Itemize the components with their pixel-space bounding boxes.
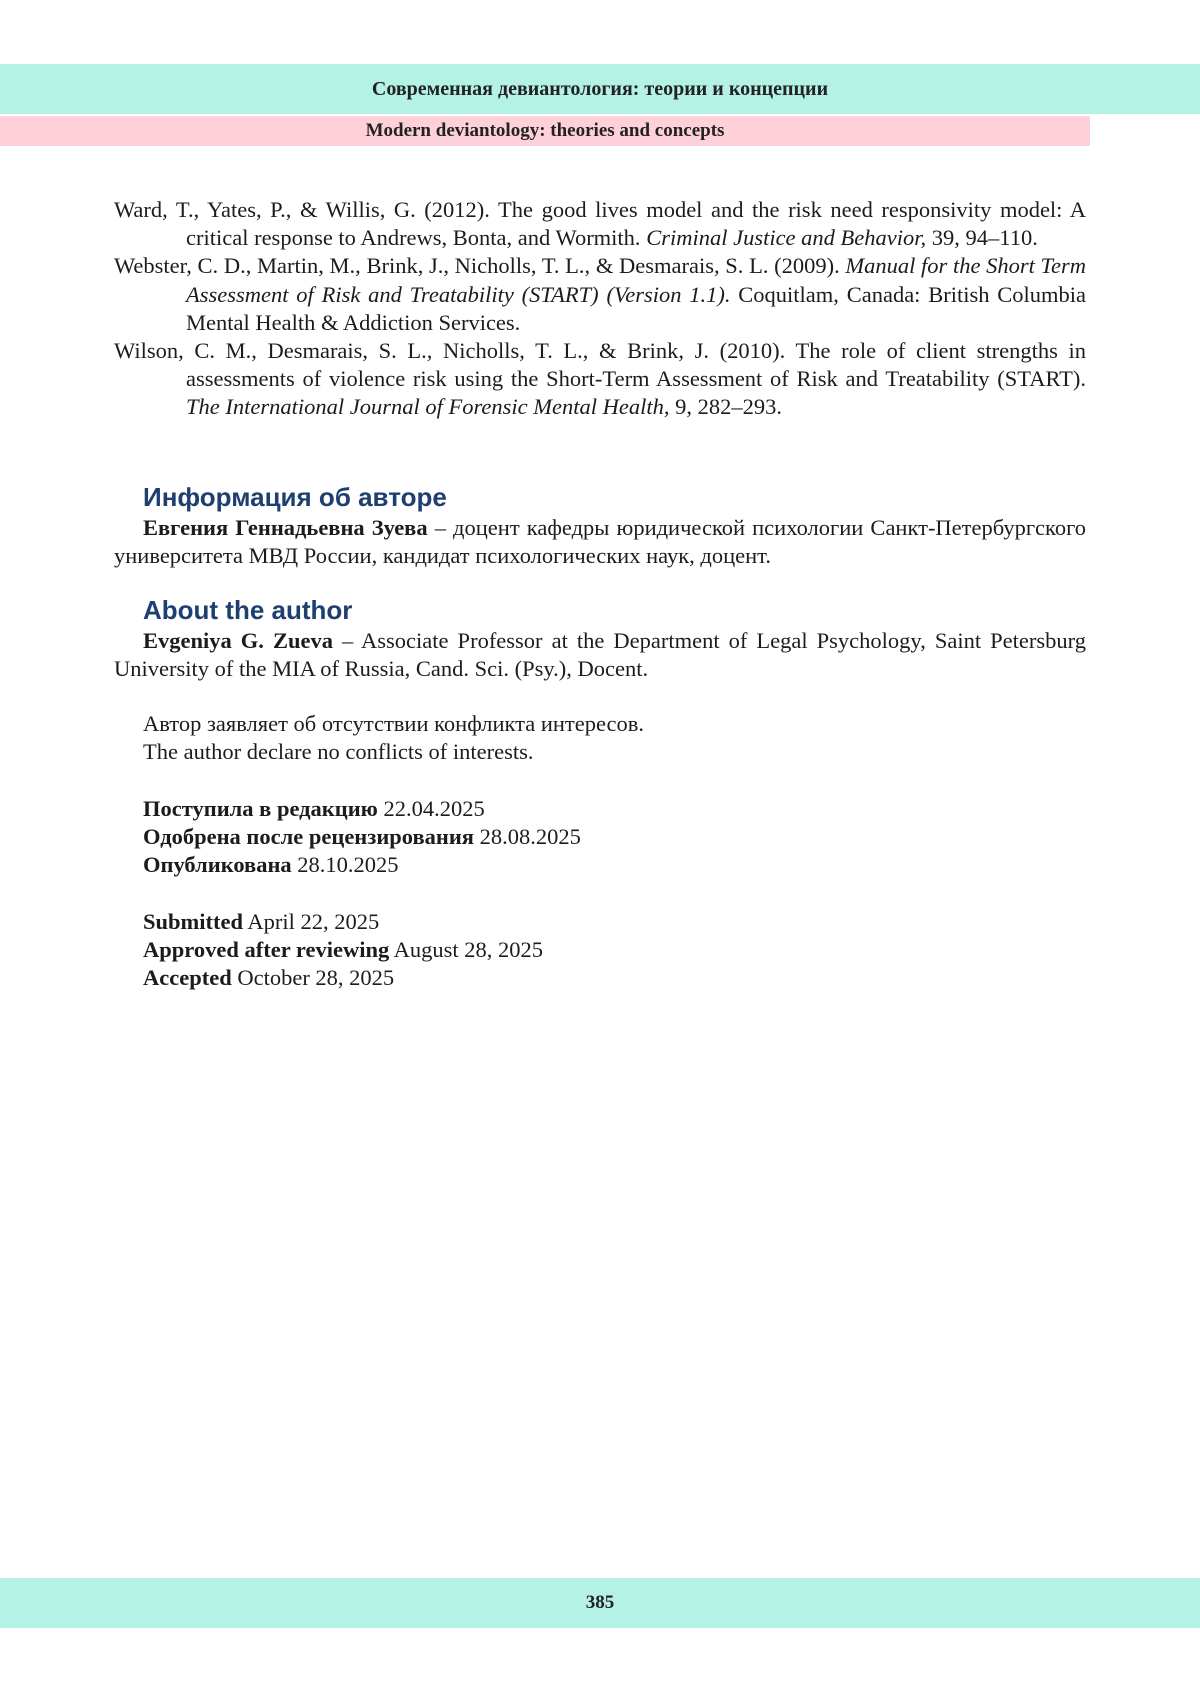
journal-section-title-en: Modern deviantology: theories and concepts [365,120,725,141]
running-header-ru [0,64,1200,114]
date-line: Одобрена после рецензирования 28.08.2025 [143,824,581,850]
dates-ru [143,795,581,880]
author-info-ru: Евгения Геннадьевна Зуева – доцент кафедры юридической психологии Санкт-Петербургского университета МВД России, кандидат психологических наук, доцент. [114,515,1086,569]
conflict-en: The author declare no conflicts of interests. [143,739,534,765]
reference-list [114,196,1086,422]
author-name-en: Evgeniya G. Zueva [143,628,333,653]
page-number: 385 [585,1592,615,1613]
reference-item: Webster, C. D., Martin, M., Brink, J., Nicholls, T. L., & Desmarais, S. L. (2009). Manual for the Short Term Assessment of Risk and Treatability (START) (Version 1.1). Coquitlam, Canada: British Columbia Mental Health & Addiction Services. [114,253,1087,335]
date-line: Опубликована 28.10.2025 [143,852,399,878]
author-info-heading-ru: Информация об авторе [143,482,447,512]
date-line: Поступила в редакцию 22.04.2025 [143,796,485,821]
reference-item: Wilson, C. M., Desmarais, S. L., Nicholls, T. L., & Brink, J. (2010). The role of client strengths in assessments of violence risk using the Short-Term Assessment of Risk and Treatability (START). The International Journal of Forensic Mental Health, 9, 282–293. [114,338,1086,420]
author-name-ru: Евгения Геннадьевна Зуева [143,515,428,540]
conflict-statement [143,710,644,766]
author-info-en: Evgeniya G. Zueva – Associate Professor at the Department of Legal Psychology, Saint Petersburg University of the MIA of Russia, Cand. Sci. (Psy.), Docent. [114,628,1086,682]
running-header-en [0,116,1090,146]
page-footer [0,1578,1200,1628]
journal-section-title-ru: Современная девиантология: теории и концепции [371,77,829,100]
conflict-ru: Автор заявляет об отсутствии конфликта интересов. [143,711,645,736]
dates-en [143,908,543,993]
date-line: Approved after reviewing August 28, 2025 [143,937,543,963]
author-info-heading-en: About the author [143,595,353,625]
reference-item: Ward, T., Yates, P., & Willis, G. (2012). The good lives model and the risk need responsivity model: A critical response to Andrews, Bonta, and Wormith. Criminal Justice and Behavior, 39, 94–110. [114,197,1086,251]
date-line: Submitted April 22, 2025 [143,909,380,934]
date-line: Accepted October 28, 2025 [143,965,395,991]
